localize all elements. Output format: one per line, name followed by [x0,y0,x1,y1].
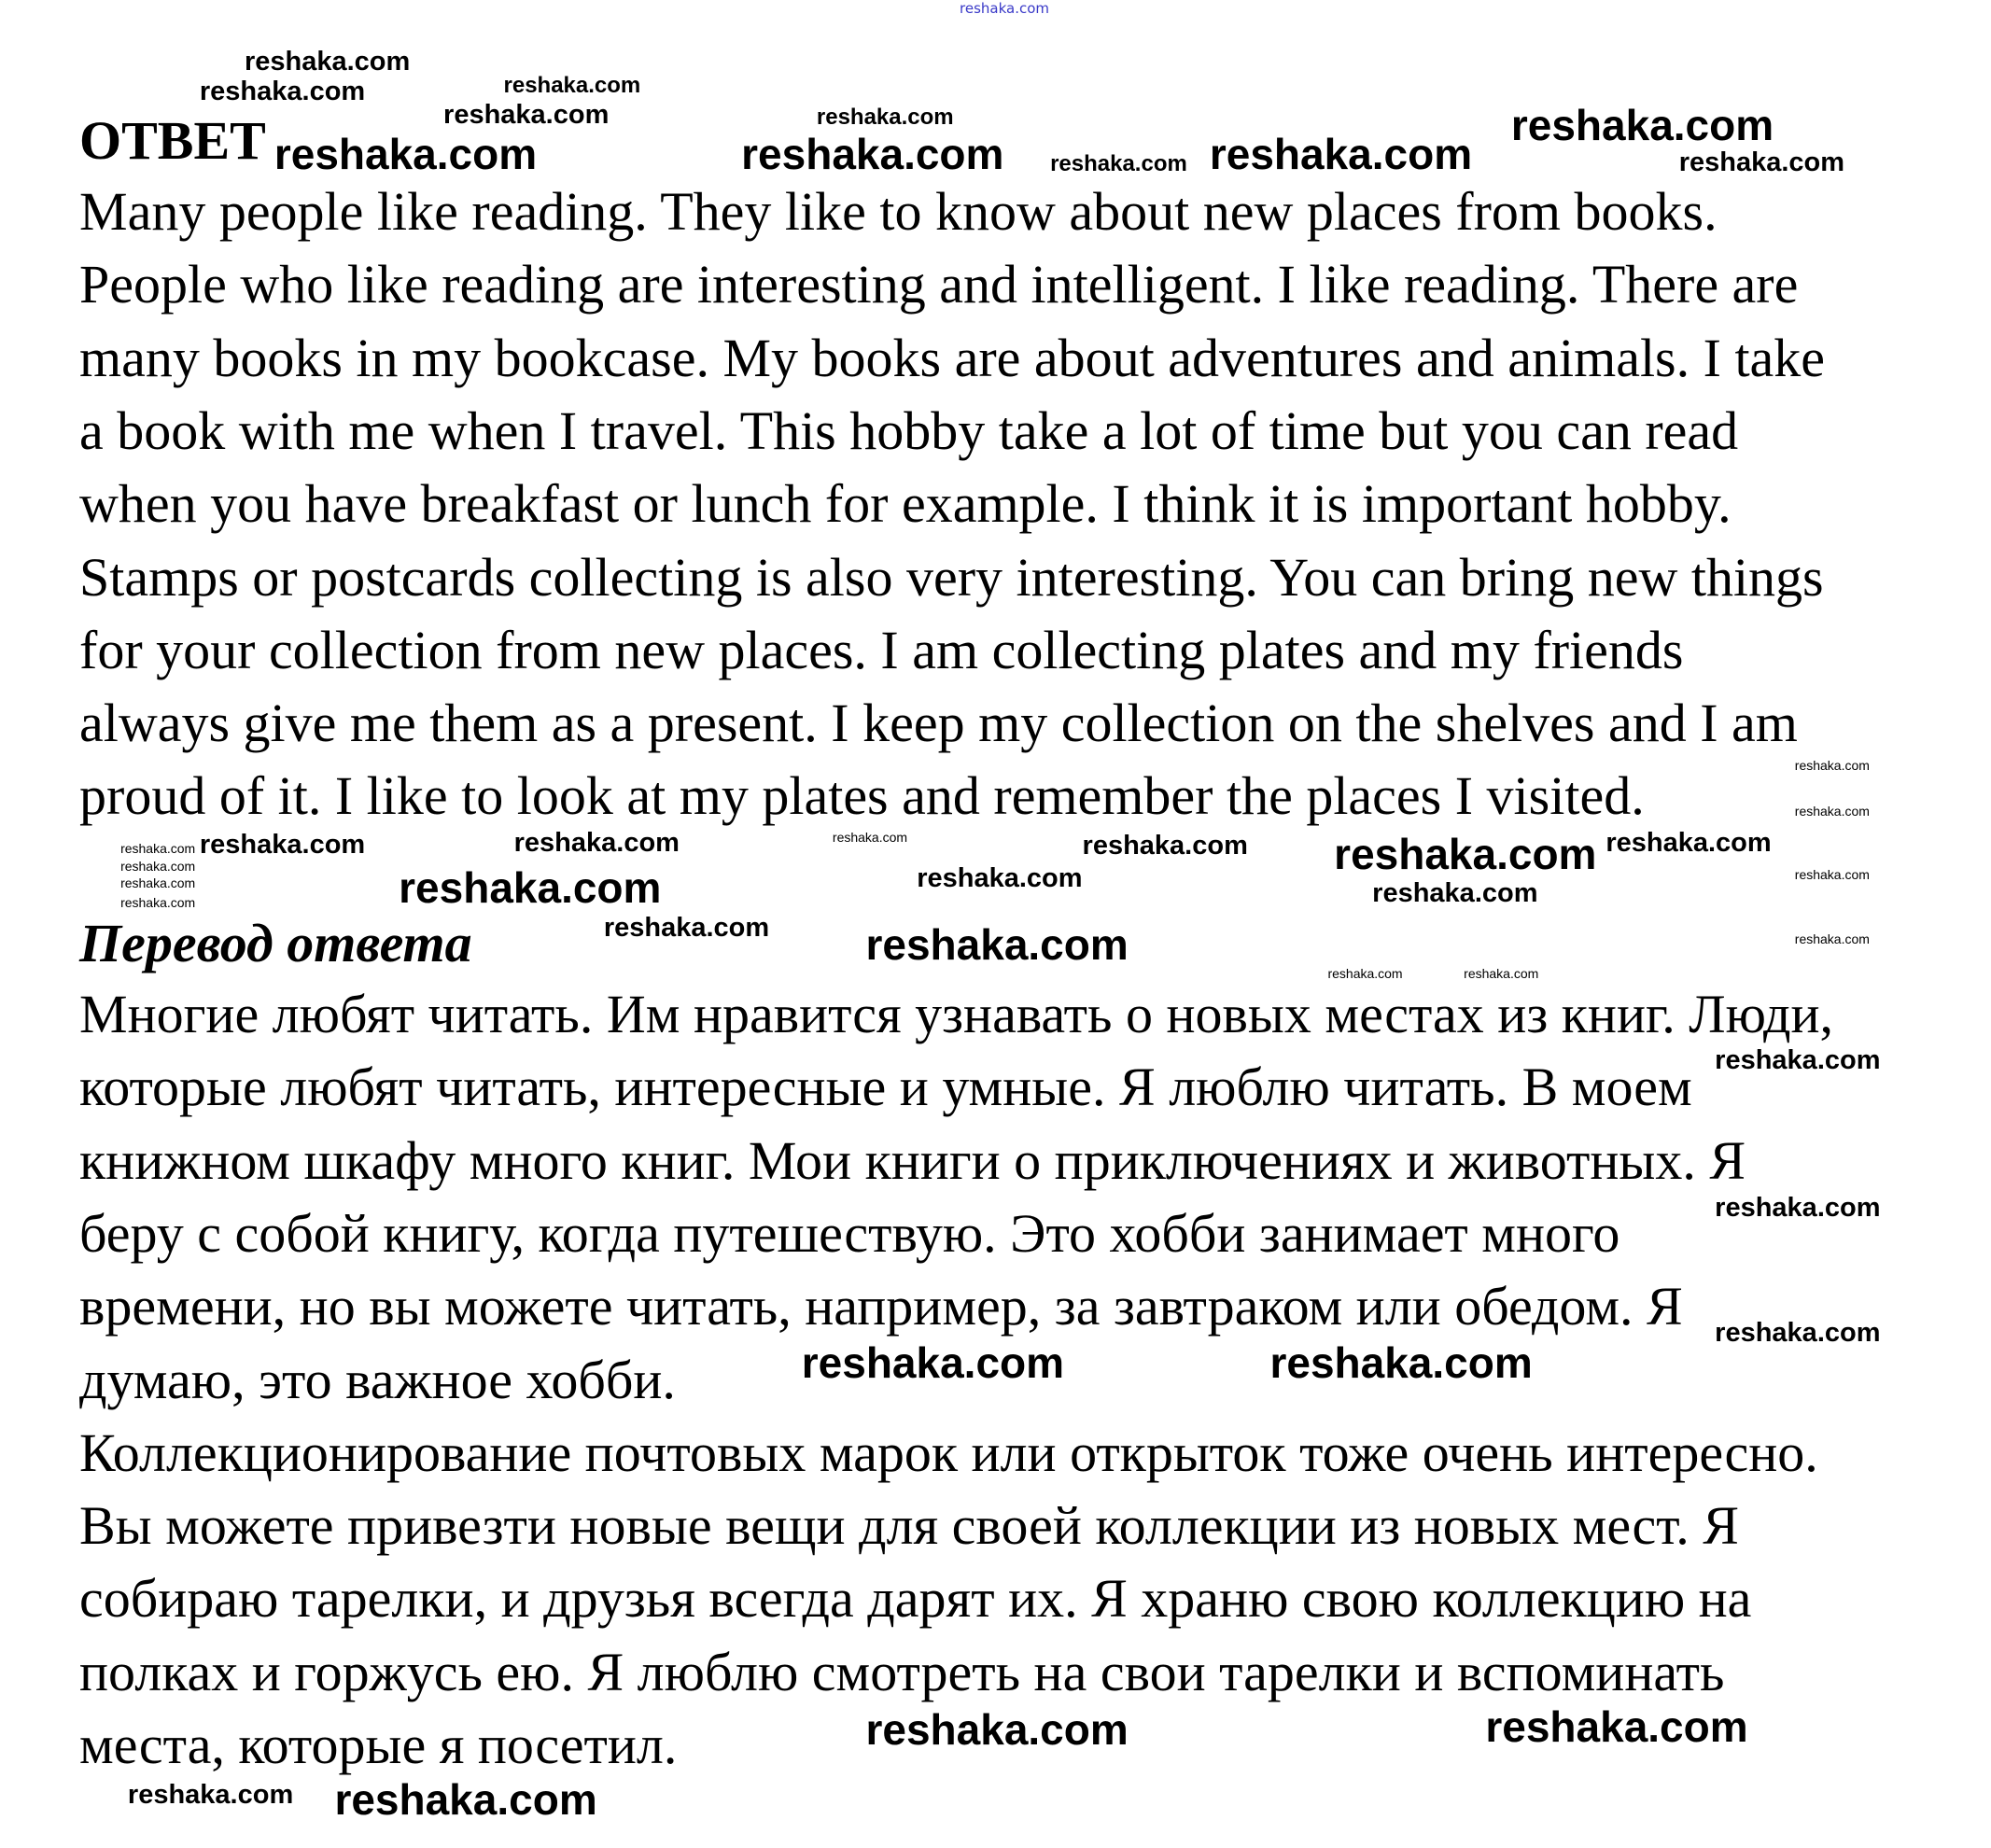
watermark: reshaka.com [334,1775,597,1825]
watermark: reshaka.com [199,77,366,107]
watermark: reshaka.com [832,830,908,846]
text-line: for your collection from new places. I am collecting plates and my friends [79,619,1684,680]
text-line: места, которые я посетил. [79,1715,678,1775]
text-line: книжном шкафу много книг. Мои книги о приключениях и животных. Я [79,1129,1746,1191]
watermark: reshaka.com [1794,803,1870,819]
text-line: People who like reading are interesting and intelligent. I like reading. There are [79,254,1799,315]
watermark: reshaka.com [244,46,411,77]
answer-title: ОТВЕТ [79,110,266,171]
watermark: reshaka.com [120,840,196,856]
text-line: many books in my bookcase. My books are about adventures and animals. I take [79,327,1826,388]
watermark: reshaka.com [120,875,196,891]
text-line: собираю тарелки, и друзья всегда дарят их. Я храню свою коллекцию на [79,1568,1752,1630]
text-line: времени, но вы можете читать, например, за завтраком или обедом. Я [79,1276,1683,1337]
text-line: полках и горжусь ею. Я люблю смотреть на свои тарелки и вспоминать [79,1641,1725,1702]
text-line: беру с собой книгу, когда путешествую. Это хобби занимает много [79,1202,1620,1264]
text-line: proud of it. I like to look at my plates and remember the places I visited. [79,765,1645,827]
watermark: reshaka.com [1794,867,1870,883]
watermark: reshaka.com [917,862,1083,893]
watermark: reshaka.com [399,862,662,912]
text-line: a book with me when I travel. This hobby take a lot of time but you can read [79,399,1739,461]
watermark: reshaka.com [443,99,610,130]
watermark: reshaka.com [1715,1045,1881,1076]
watermark: reshaka.com [1327,966,1403,982]
watermark: reshaka.com [273,130,538,179]
text-line: Many people like reading. They like to know about new places from books. [79,181,1718,242]
watermark: reshaka.com [1510,101,1774,150]
watermark: reshaka.com [513,828,680,859]
text-line: думаю, это важное хобби. [79,1349,676,1410]
watermark: reshaka.com [1794,757,1870,773]
watermark: reshaka.com [1715,1317,1881,1348]
watermark: reshaka.com [865,1704,1129,1754]
watermark: reshaka.com [1464,966,1539,982]
text-line: always give me them as a present. I keep my collection on the shelves and I am [79,693,1798,754]
watermark: reshaka.com [1485,1702,1748,1752]
watermark: reshaka.com [1209,130,1473,179]
watermark: reshaka.com [816,104,954,130]
watermark: reshaka.com [127,1779,294,1810]
watermark: reshaka.com [1372,877,1538,908]
watermark: reshaka.com [801,1337,1065,1387]
watermark: reshaka.com [1050,151,1187,177]
translation-title: Перевод ответа [79,913,472,973]
watermark: reshaka.com [603,912,770,943]
watermark: reshaka.com [1605,828,1772,859]
text-line: Коллекционирование почтовых марок или открыток тоже очень интересно. [79,1421,1818,1483]
text-line: Вы можете привезти новые вещи для своей коллекции из новых мест. Я [79,1495,1739,1557]
watermark: reshaka.com [199,830,366,861]
watermark: reshaka.com [741,130,1004,179]
watermark: reshaka.com [865,919,1129,969]
watermark: reshaka.com [120,859,196,875]
watermark: reshaka.com [503,73,641,99]
watermark: reshaka.com [1269,1337,1533,1387]
site-link[interactable]: reshaka.com [960,0,1049,17]
text-line: when you have breakfast or lunch for example. I think it is important hobby. [79,473,1732,535]
watermark: reshaka.com [1334,830,1597,879]
watermark: reshaka.com [1678,147,1845,178]
text-line: Stamps or postcards collecting is also very interesting. You can bring new things [79,546,1824,608]
watermark: reshaka.com [1082,831,1248,861]
text-line: которые любят читать, интересные и умные. Я люблю читать. В моем [79,1057,1692,1118]
watermark: reshaka.com [1715,1192,1881,1223]
text-line: Многие любят читать. Им нравится узнавать о новых местах из книг. Люди, [79,984,1834,1044]
watermark: reshaka.com [1794,931,1870,947]
watermark: reshaka.com [120,894,196,910]
